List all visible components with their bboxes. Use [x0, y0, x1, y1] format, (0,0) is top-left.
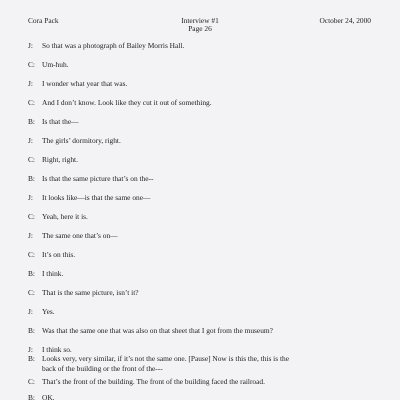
utterance-text: Is that the—: [42, 117, 79, 126]
utterance-text: I wonder what year that was.: [42, 79, 128, 88]
speaker-label: J:: [28, 307, 33, 316]
speaker-label: J:: [28, 345, 33, 354]
speaker-label: B:: [28, 326, 35, 335]
speaker-label: C:: [28, 288, 35, 297]
utterance-text: Looks very, very similar, if it’s not the same one. [Pause] Now is this the, this is the: [42, 354, 289, 363]
speaker-label: B:: [28, 174, 35, 183]
utterance-text: It’s on this.: [42, 250, 76, 259]
speaker-label: J:: [28, 79, 33, 88]
utterance-text: That’s the front of the building. The front of the building faced the railroad.: [42, 377, 265, 386]
utterance-text: I think.: [42, 269, 64, 278]
utterance-text: I think so.: [42, 345, 72, 354]
utterance-text: Yeah, here it is.: [42, 212, 88, 221]
speaker-label: J:: [28, 231, 33, 240]
utterance-text: So that was a photograph of Bailey Morris Hall.: [42, 41, 185, 50]
speaker-label: C:: [28, 250, 35, 259]
speaker-label: B:: [28, 117, 35, 126]
speaker-label: C:: [28, 155, 35, 164]
header-interviewee-name: Cora Pack: [28, 16, 59, 25]
utterance-text: Is that the same picture that’s on the--: [42, 174, 154, 183]
speaker-label: C:: [28, 377, 35, 386]
speaker-label: B:: [28, 354, 35, 363]
utterance-text: That is the same picture, isn’t it?: [42, 288, 139, 297]
speaker-label: B:: [28, 269, 35, 278]
speaker-label: J:: [28, 193, 33, 202]
utterance-text: Right, right.: [42, 155, 78, 164]
header-date: October 24, 2000: [319, 16, 371, 25]
speaker-label: C:: [28, 60, 35, 69]
utterance-text: OK.: [42, 393, 55, 400]
utterance-text: Was that the same one that was also on that sheet that I got from the museum?: [42, 326, 273, 335]
speaker-label: C:: [28, 98, 35, 107]
utterance-text: The same one that’s on—: [42, 231, 118, 240]
utterance-text: It looks like—is that the same one—: [42, 193, 151, 202]
speaker-label: B:: [28, 393, 35, 400]
utterance-text: The girls’ dormitory, right.: [42, 136, 121, 145]
header-interview-number: Interview #1: [181, 16, 219, 25]
speaker-label: C:: [28, 212, 35, 221]
utterance-text: Um-huh.: [42, 60, 69, 69]
header-page-number: Page 26: [188, 24, 212, 33]
utterance-text: And I don’t know. Look like they cut it out of something.: [42, 98, 212, 107]
utterance-text: Yes.: [42, 307, 55, 316]
speaker-label: J:: [28, 41, 33, 50]
utterance-text-continued: back of the building or the front of the---: [42, 364, 163, 374]
speaker-label: J:: [28, 136, 33, 145]
